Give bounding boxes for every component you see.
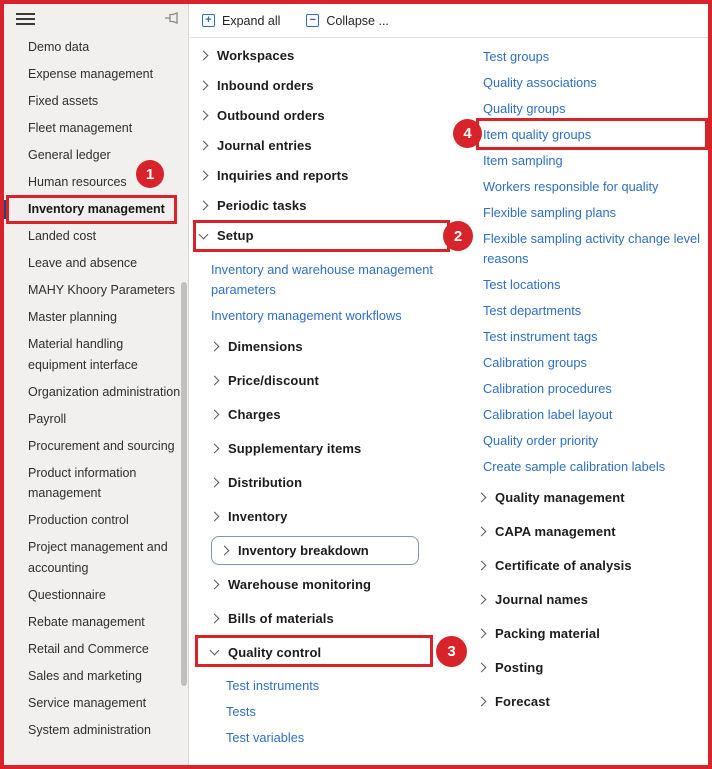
annotation-badge-4: 4 <box>453 119 482 148</box>
nav-link-test-groups[interactable]: Test groups <box>483 49 550 64</box>
nav-link-test-locations[interactable]: Test locations <box>483 277 561 292</box>
sidebar-item-leave-and-absence[interactable]: Leave and absence <box>28 256 138 271</box>
nav-group-distribution[interactable] <box>207 465 474 499</box>
nav-link-item-sampling[interactable]: Item sampling <box>483 153 563 168</box>
nav-group-label: Periodic tasks <box>217 197 307 213</box>
chevron-right-icon <box>210 477 220 487</box>
sidebar-item-general-ledger[interactable]: General ledger <box>28 148 111 163</box>
chevron-right-icon <box>199 80 209 90</box>
nav-group-label: Workspaces <box>217 47 295 63</box>
nav-group-charges[interactable] <box>207 397 474 431</box>
nav-group-label: Journal names <box>495 591 589 607</box>
sidebar-header <box>4 4 188 34</box>
sidebar-item-questionnaire[interactable]: Questionnaire <box>28 587 106 602</box>
nav-link-test-departments[interactable]: Test departments <box>483 303 582 318</box>
nav-group-inventory[interactable] <box>207 499 474 533</box>
chevron-right-icon <box>477 492 487 502</box>
sidebar-item-expense-management[interactable]: Expense management <box>28 67 154 82</box>
nav-group-quality-control[interactable] <box>207 635 474 669</box>
setup-children <box>196 257 474 751</box>
sidebar-item-production-control[interactable]: Production control <box>28 513 129 528</box>
sidebar-item-sales-and-marketing[interactable]: Sales and marketing <box>28 668 142 683</box>
sidebar-item-master-planning[interactable]: Master planning <box>28 310 117 325</box>
nav-group-journal-names[interactable] <box>474 582 707 616</box>
nav-group-label: Setup <box>217 228 254 243</box>
sidebar-item-mahy-khoory-parameters[interactable]: MAHY Khoory Parameters <box>28 283 176 298</box>
sidebar-item-organization-administration[interactable]: Organization administration <box>28 384 181 399</box>
sidebar-item-fixed-assets[interactable]: Fixed assets <box>28 94 99 109</box>
sidebar-item-service-management[interactable]: Service management <box>28 695 147 710</box>
nav-group-label: Quality control <box>228 644 322 660</box>
sidebar-item-human-resources[interactable]: Human resources <box>28 175 127 190</box>
nav-group-label: Outbound orders <box>217 107 325 123</box>
nav-group-posting[interactable] <box>474 650 707 684</box>
nav-group-label: Warehouse monitoring <box>228 576 372 592</box>
nav-link-workers-responsible-for-quality[interactable]: Workers responsible for quality <box>483 179 659 194</box>
nav-group-label: Dimensions <box>228 338 303 354</box>
nav-group-inventory-breakdown[interactable] <box>211 536 419 565</box>
sidebar-item-project-management-and-accounting[interactable]: Project management and accounting <box>28 540 168 575</box>
nav-group-certificate-of-analysis[interactable] <box>474 548 707 582</box>
chevron-right-icon <box>199 200 209 210</box>
nav-group-label: Packing material <box>495 625 600 641</box>
nav-group-label: CAPA management <box>495 523 616 539</box>
nav-link-test-variables[interactable]: Test variables <box>226 730 305 745</box>
chevron-down-icon <box>199 229 209 239</box>
nav-group-warehouse-monitoring[interactable] <box>207 567 474 601</box>
nav-link-inventory-management-workflows[interactable]: Inventory management workflows <box>211 308 402 323</box>
nav-group-label: Distribution <box>228 474 303 490</box>
nav-group-label: Journal entries <box>217 137 312 153</box>
nav-group-label: Quality management <box>495 489 625 505</box>
chevron-right-icon <box>199 140 209 150</box>
nav-group-supplementary-items[interactable] <box>207 431 474 465</box>
nav-group-journal-entries[interactable] <box>196 130 474 160</box>
nav-group-label: Posting <box>495 659 544 675</box>
nav-group-label: Forecast <box>495 693 550 709</box>
sidebar-item-procurement-and-sourcing[interactable]: Procurement and sourcing <box>28 438 175 453</box>
nav-link-item-quality-groups[interactable]: Item quality groups <box>483 127 592 142</box>
collapse-all-button[interactable] <box>306 14 389 28</box>
chevron-right-icon <box>210 409 220 419</box>
nav-group-inventory-breakdown-row <box>211 533 474 567</box>
collapse-all-icon: − <box>306 14 319 27</box>
nav-group-dimensions[interactable] <box>207 329 474 363</box>
chevron-down-icon <box>210 646 220 656</box>
nav-link-calibration-groups[interactable]: Calibration groups <box>483 355 587 370</box>
nav-group-workspaces[interactable] <box>196 40 474 70</box>
nav-link-create-sample-calibration-labels[interactable]: Create sample calibration labels <box>483 459 666 474</box>
sidebar-item-system-administration[interactable]: System administration <box>28 722 151 737</box>
chevron-right-icon <box>210 443 220 453</box>
nav-group-label: Charges <box>228 406 281 422</box>
annotation-badge-1: 1 <box>136 160 164 188</box>
nav-group-setup[interactable] <box>196 220 474 251</box>
collapse-all-label: Collapse ... <box>326 13 389 28</box>
nav-group-forecast[interactable] <box>474 684 707 718</box>
nav-link-quality-associations[interactable]: Quality associations <box>483 75 597 90</box>
module-sidebar <box>4 4 189 765</box>
nav-link-flexible-sampling-plans[interactable]: Flexible sampling plans <box>483 205 617 220</box>
chevron-right-icon <box>477 628 487 638</box>
chevron-right-icon <box>477 526 487 536</box>
nav-link-calibration-procedures[interactable]: Calibration procedures <box>483 381 612 396</box>
sidebar-item-demo-data[interactable]: Demo data <box>28 40 90 55</box>
chevron-right-icon <box>210 613 220 623</box>
nav-group-packing-material[interactable] <box>474 616 707 650</box>
nav-link-quality-groups[interactable]: Quality groups <box>483 101 566 116</box>
nav-group-inquiries-and-reports[interactable] <box>196 160 474 190</box>
nav-tree-column-2 <box>474 44 707 718</box>
chevron-right-icon <box>199 110 209 120</box>
nav-link-inventory-and-warehouse-management-parameters[interactable]: Inventory and warehouse management parameters <box>211 262 433 297</box>
nav-link-test-instrument-tags[interactable]: Test instrument tags <box>483 329 598 344</box>
annotation-badge-3: 3 <box>436 636 467 667</box>
expand-all-button[interactable] <box>202 14 280 28</box>
sidebar-module-list <box>4 34 188 744</box>
chevron-right-icon <box>220 545 230 555</box>
hamburger-menu-icon[interactable] <box>16 13 35 26</box>
nav-group-label: Bills of materials <box>228 610 334 626</box>
sidebar-item-material-handling-equipment-interface[interactable]: Material handling equipment interface <box>28 337 138 372</box>
sidebar-item-rebate-management[interactable]: Rebate management <box>28 614 145 629</box>
chevron-right-icon <box>199 170 209 180</box>
nav-link-flexible-sampling-activity-change-level-reasons[interactable]: Flexible sampling activity change level reasons <box>483 231 700 266</box>
nav-group-capa-management[interactable] <box>474 514 707 548</box>
chevron-right-icon <box>477 594 487 604</box>
expand-all-label: Expand all <box>222 13 281 28</box>
nav-tree-column-1 <box>196 40 474 751</box>
sidebar-item-fleet-management[interactable]: Fleet management <box>28 121 133 136</box>
nav-group-bills-of-materials[interactable] <box>207 601 474 635</box>
chevron-right-icon <box>210 511 220 521</box>
sidebar-item-retail-and-commerce[interactable]: Retail and Commerce <box>28 641 149 656</box>
chevron-right-icon <box>477 696 487 706</box>
nav-group-label: Price/discount <box>228 372 319 388</box>
nav-group-quality-management[interactable] <box>474 480 707 514</box>
nav-group-label: Inbound orders <box>217 77 314 93</box>
expand-all-icon: + <box>202 14 215 27</box>
chevron-right-icon <box>477 560 487 570</box>
quality-control-children <box>211 673 474 751</box>
chevron-right-icon <box>210 341 220 351</box>
chevron-right-icon <box>210 375 220 385</box>
nav-link-test-instruments[interactable]: Test instruments <box>226 678 320 693</box>
nav-group-label: Certificate of analysis <box>495 557 632 573</box>
sidebar-item-landed-cost[interactable]: Landed cost <box>28 229 97 244</box>
nav-group-outbound-orders[interactable] <box>196 100 474 130</box>
nav-link-tests[interactable]: Tests <box>226 704 256 719</box>
nav-group-label: Supplementary items <box>228 440 362 456</box>
sidebar-item-product-information-management[interactable]: Product information management <box>28 465 137 501</box>
sidebar-item-payroll[interactable]: Payroll <box>28 411 67 426</box>
sidebar-scrollbar-thumb[interactable] <box>181 282 187 686</box>
annotation-badge-2: 2 <box>443 221 473 251</box>
nav-link-calibration-label-layout[interactable]: Calibration label layout <box>483 407 613 422</box>
nav-group-periodic-tasks[interactable] <box>196 190 474 220</box>
nav-group-price-discount[interactable] <box>207 363 474 397</box>
pin-icon[interactable] <box>164 11 180 25</box>
tree-toolbar <box>190 4 708 38</box>
chevron-right-icon <box>477 662 487 672</box>
chevron-right-icon <box>199 50 209 60</box>
nav-group-label: Inventory breakdown <box>238 542 369 558</box>
nav-group-label: Inquiries and reports <box>217 167 349 183</box>
nav-group-label: Inventory <box>228 508 288 524</box>
nav-group-inbound-orders[interactable] <box>196 70 474 100</box>
chevron-right-icon <box>210 579 220 589</box>
sidebar-item-inventory-management[interactable]: Inventory management <box>4 196 188 223</box>
nav-link-quality-order-priority[interactable]: Quality order priority <box>483 433 599 448</box>
